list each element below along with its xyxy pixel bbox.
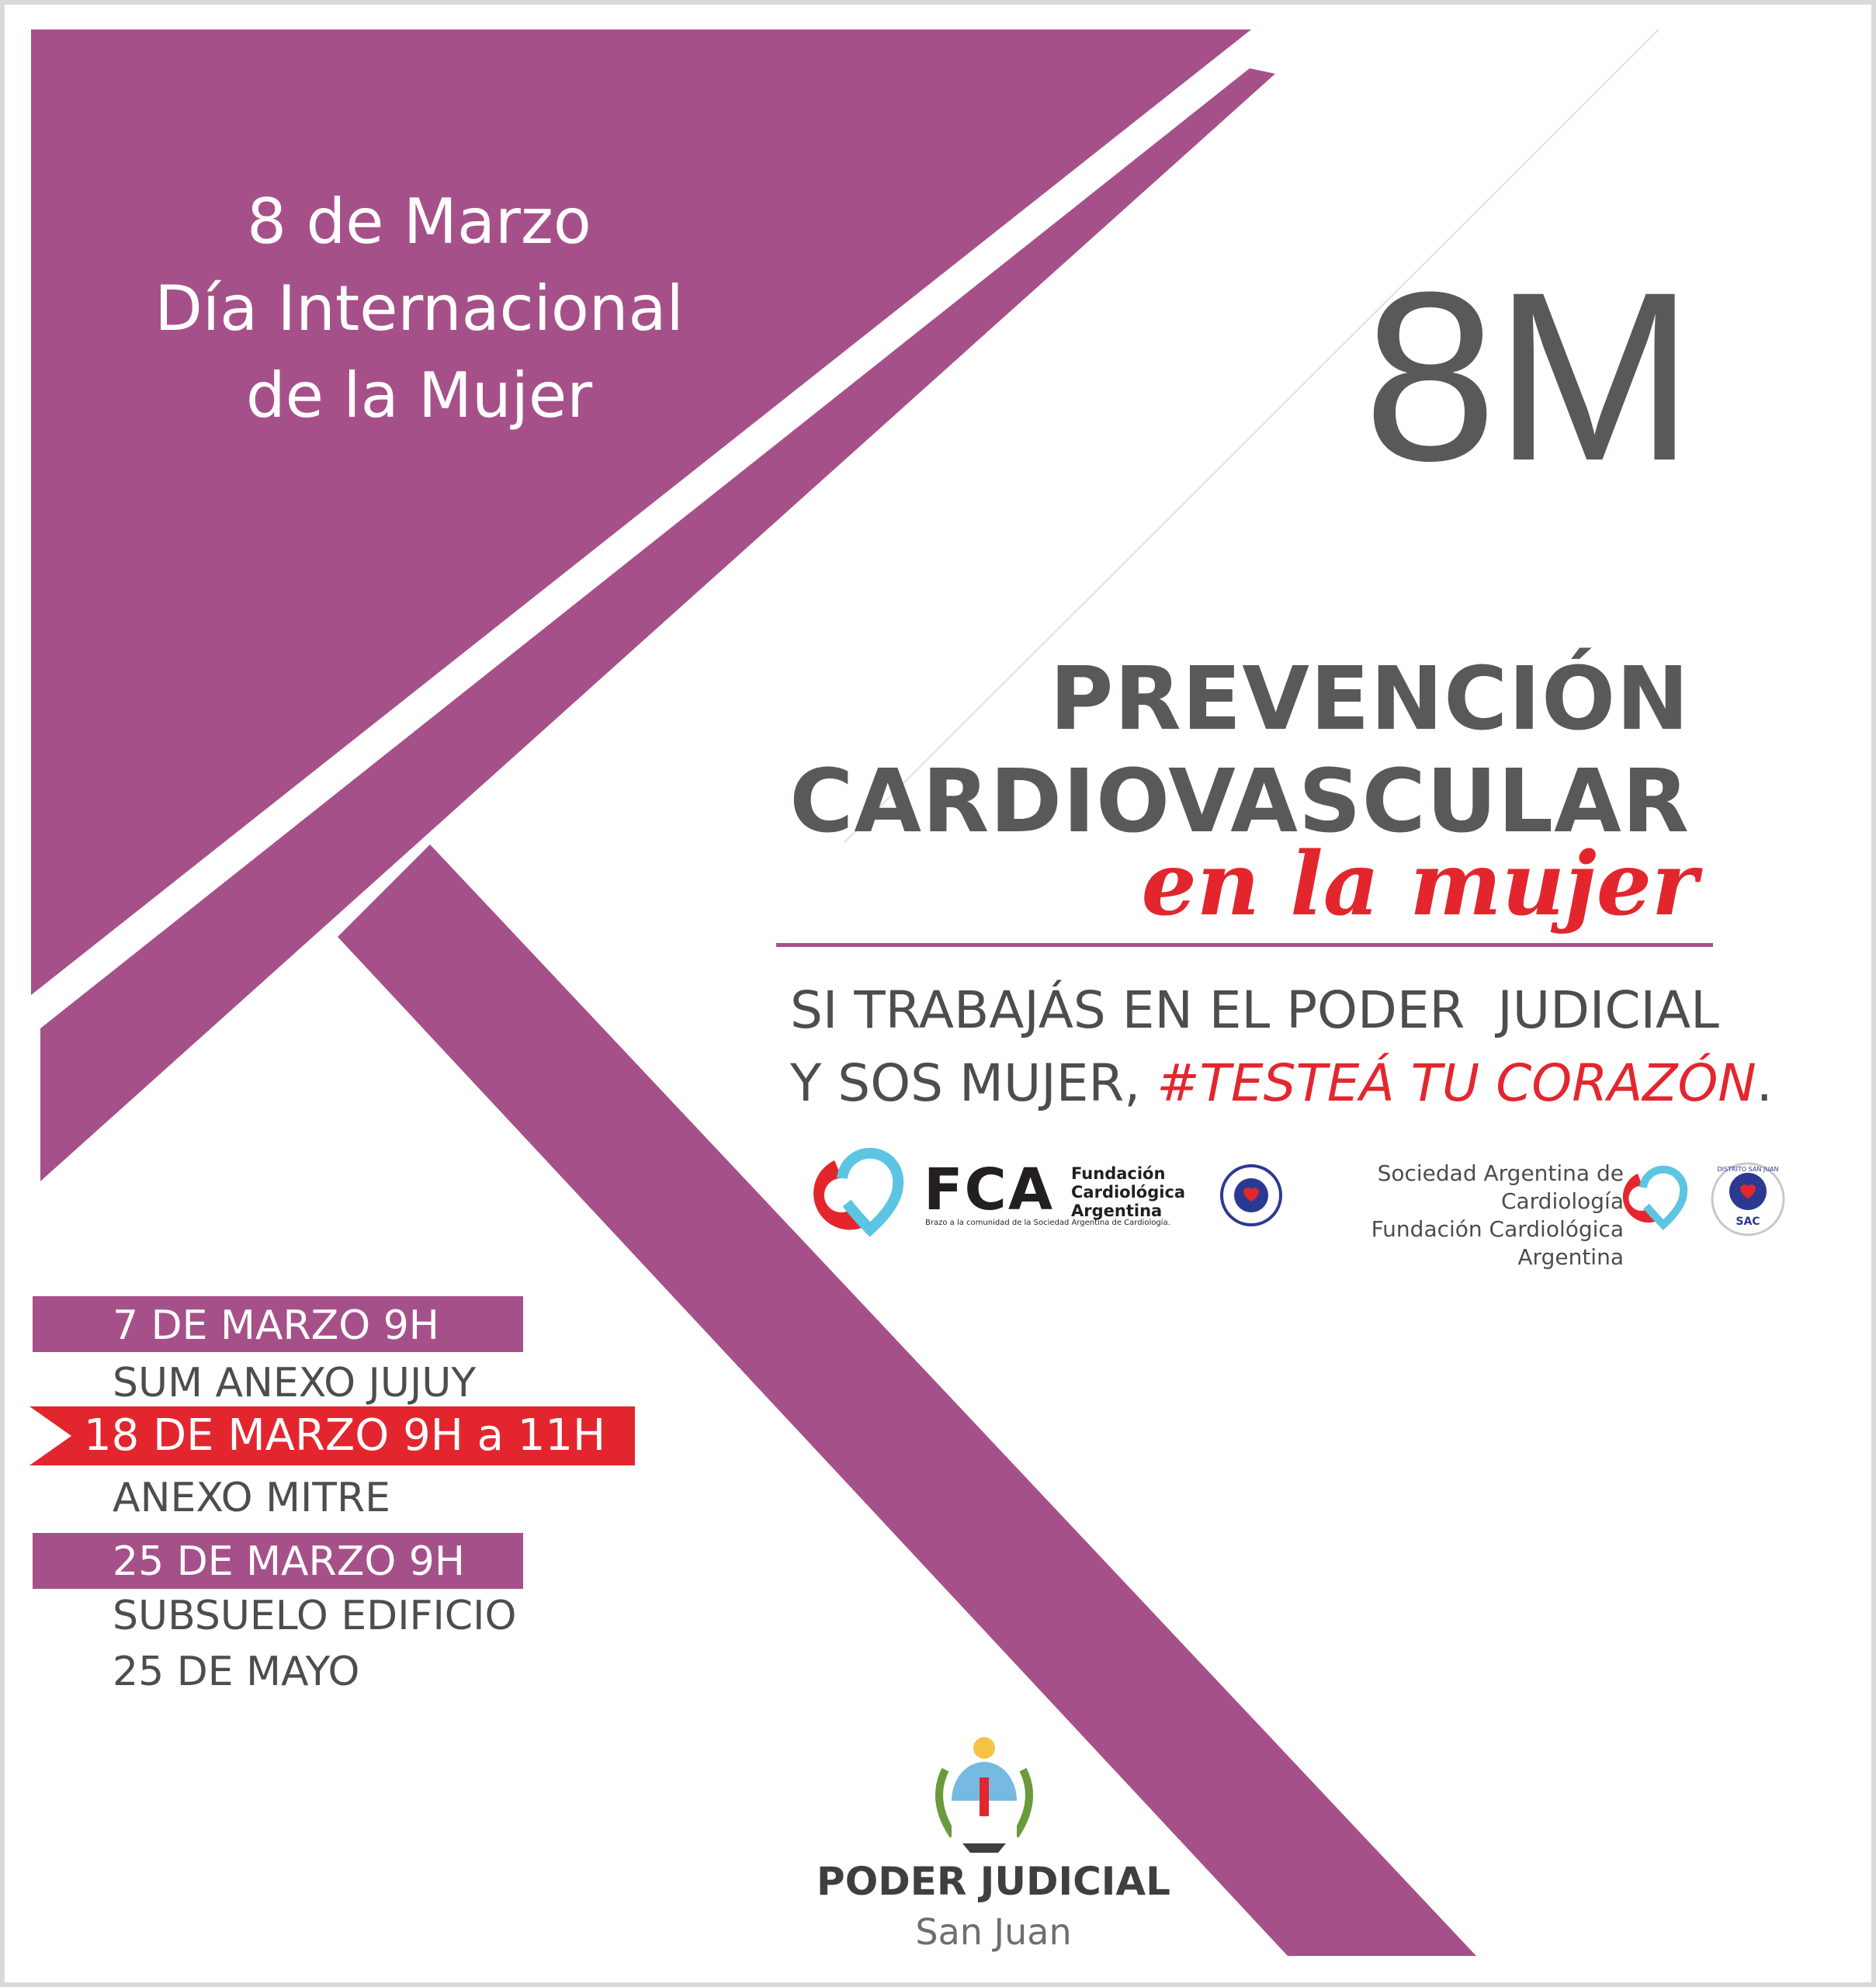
headline-line2: CARDIOVASCULAR — [789, 751, 1690, 852]
headline-line1: PREVENCIÓN — [1049, 649, 1690, 750]
date-heading-line1: 8 de Marzo — [247, 186, 591, 258]
distrito-badge-label: SAC — [1736, 1215, 1760, 1228]
schedule-place-1: SUM ANEXO JUJUY — [113, 1360, 477, 1406]
headline-divider — [776, 943, 1713, 947]
fca-name — [1071, 1164, 1185, 1220]
fca-name-line3: Argentina — [1071, 1202, 1163, 1220]
footer-region: San Juan — [915, 1911, 1072, 1953]
tagline-line1: SI TRABAJÁS EN EL PODER JUDICIAL — [790, 980, 1719, 1040]
headline — [789, 648, 1690, 853]
tagline — [790, 974, 1773, 1120]
date-heading-line3: de la Mujer — [245, 359, 593, 432]
schedule-place-3b: 25 DE MAYO — [113, 1649, 360, 1695]
schedule-place-3a: SUBSUELO EDIFICIO — [113, 1593, 517, 1639]
sac-logo-text — [1282, 1160, 1624, 1271]
footer-org: PODER JUDICIAL — [817, 1859, 1170, 1904]
fca-footnote: Brazo a la comunidad de la Sociedad Argentina de Cardiología. — [925, 1219, 1170, 1227]
schedule-date-2: 18 DE MARZO 9H a 11H — [84, 1410, 606, 1461]
tagline-period: . — [1756, 1053, 1773, 1113]
headline-accent: en la mujer — [1141, 834, 1697, 935]
sac-line1: Sociedad Argentina de Cardiología — [1377, 1160, 1624, 1214]
big-8m-title: 8M — [1363, 241, 1691, 511]
tagline-hashtag: #TESTEÁ TU CORAZÓN — [1156, 1053, 1756, 1113]
fca-name-line1: Fundación — [1071, 1164, 1166, 1183]
date-heading — [93, 179, 745, 439]
tagline-prefix: Y SOS MUJER, — [790, 1053, 1157, 1113]
schedule-date-1: 7 DE MARZO 9H — [113, 1302, 439, 1349]
sac-line2: Fundación Cardiológica Argentina — [1371, 1216, 1624, 1270]
tagline-line2 — [790, 1047, 1773, 1120]
schedule-place-2: ANEXO MITRE — [113, 1475, 391, 1521]
date-heading-line2: Día Internacional — [154, 272, 684, 345]
fca-name-line2: Cardiológica — [1071, 1183, 1186, 1202]
fca-acronym: FCA — [924, 1156, 1055, 1223]
schedule-date-3: 25 DE MARZO 9H — [113, 1538, 465, 1585]
distrito-ring-label: DISTRITO SAN JUAN — [1717, 1166, 1779, 1173]
